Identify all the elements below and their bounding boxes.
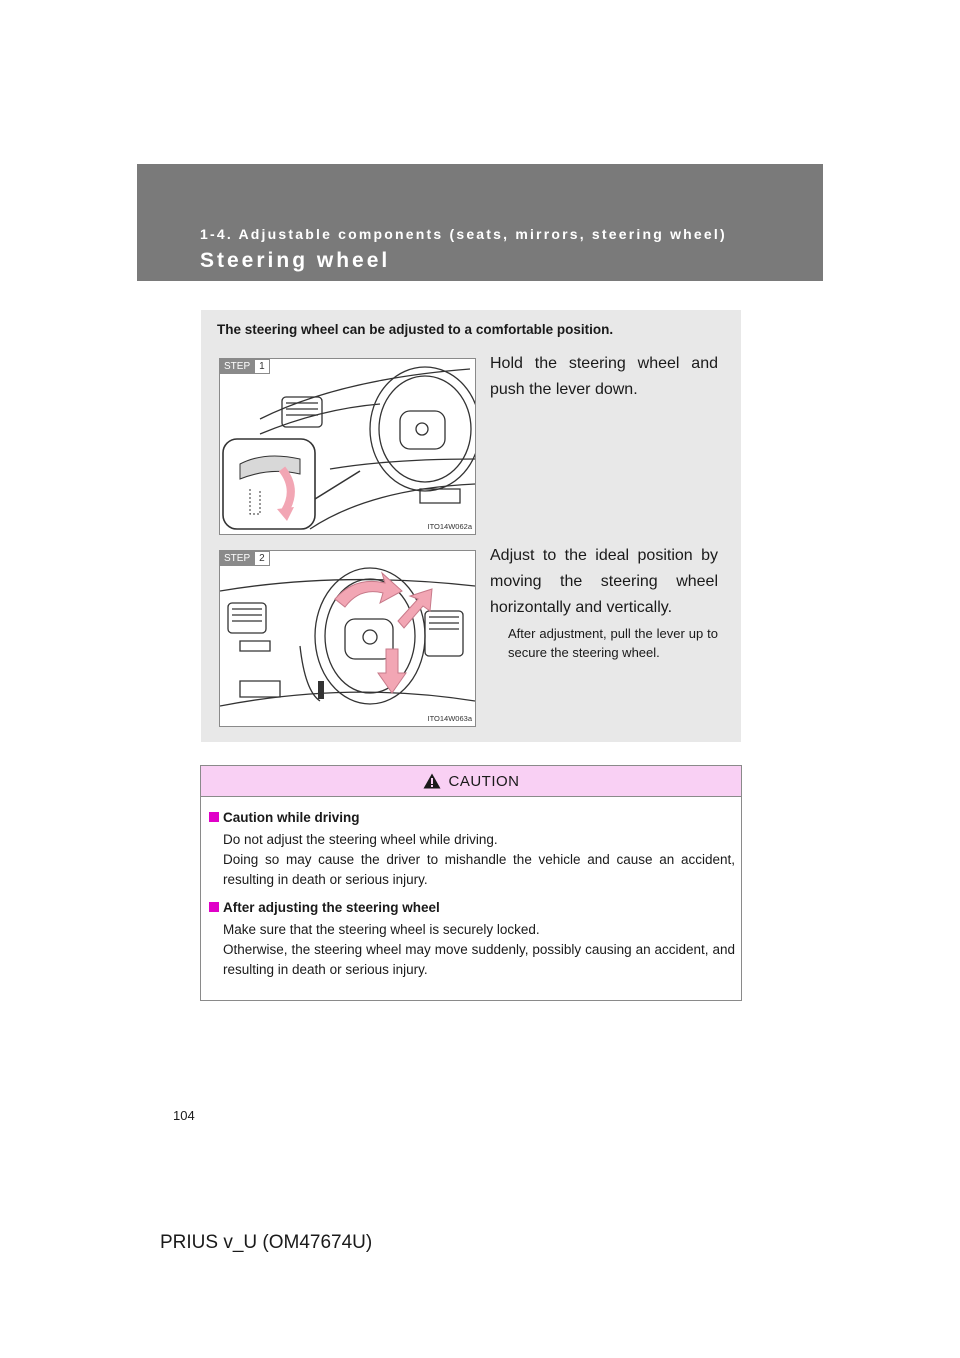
procedure-panel	[201, 310, 741, 742]
warning-triangle-icon	[423, 773, 441, 789]
caution-item	[209, 810, 735, 890]
caution-title: CAUTION	[448, 772, 520, 790]
intro-text: The steering wheel can be adjusted to a comfortable position.	[217, 322, 614, 337]
caution-line: Make sure that the steering wheel is securely locked.	[223, 922, 540, 937]
square-bullet-icon	[209, 812, 219, 822]
step-1-illustration	[219, 358, 476, 535]
step-2-badge	[220, 551, 270, 566]
step-2-illustration	[219, 550, 476, 727]
figure-code: ITO14W062a	[427, 522, 472, 531]
caution-item-body	[209, 830, 735, 890]
step-1-text: Hold the steering wheel and push the lever down.	[490, 355, 718, 398]
caution-item-heading	[209, 900, 735, 915]
page-number: 104	[173, 1108, 195, 1123]
caution-item-body	[209, 920, 735, 980]
square-bullet-icon	[209, 902, 219, 912]
caution-item-heading	[209, 810, 735, 825]
figure-code: ITO14W063a	[427, 714, 472, 723]
caution-item-heading-text: After adjusting the steering wheel	[223, 900, 440, 915]
step-badge-label: STEP	[220, 359, 254, 374]
step-badge-number: 1	[254, 359, 270, 374]
caution-line: Do not adjust the steering wheel while driving.	[223, 832, 498, 847]
caution-item-heading-text: Caution while driving	[223, 810, 360, 825]
footer-model-code: PRIUS v_U (OM47674U)	[160, 1232, 373, 1253]
steering-lever-illustration	[220, 359, 475, 534]
caution-line: Doing so may cause the driver to mishandle the vehicle and cause an accident, resulting in death or serious injury.	[223, 852, 735, 887]
steering-adjust-illustration	[220, 551, 475, 726]
step-badge-label: STEP	[220, 551, 254, 566]
step-2-text: Adjust to the ideal position by moving the steering wheel horizontally and vertically.	[490, 547, 718, 616]
step-badge-number: 2	[254, 551, 270, 566]
caution-line: Otherwise, the steering wheel may move suddenly, possibly causing an accident, and resulting in death or serious injury.	[223, 942, 735, 977]
page-title: Steering wheel	[200, 249, 391, 272]
caution-box	[200, 765, 742, 1001]
chapter-header	[137, 164, 823, 281]
step-1-badge	[220, 359, 270, 374]
section-label: 1-4. Adjustable components (seats, mirrors, steering wheel)	[200, 226, 727, 242]
caution-item	[209, 900, 735, 980]
caution-header	[201, 766, 741, 797]
step-2-note: After adjustment, pull the lever up to secure the steering wheel.	[508, 626, 718, 660]
